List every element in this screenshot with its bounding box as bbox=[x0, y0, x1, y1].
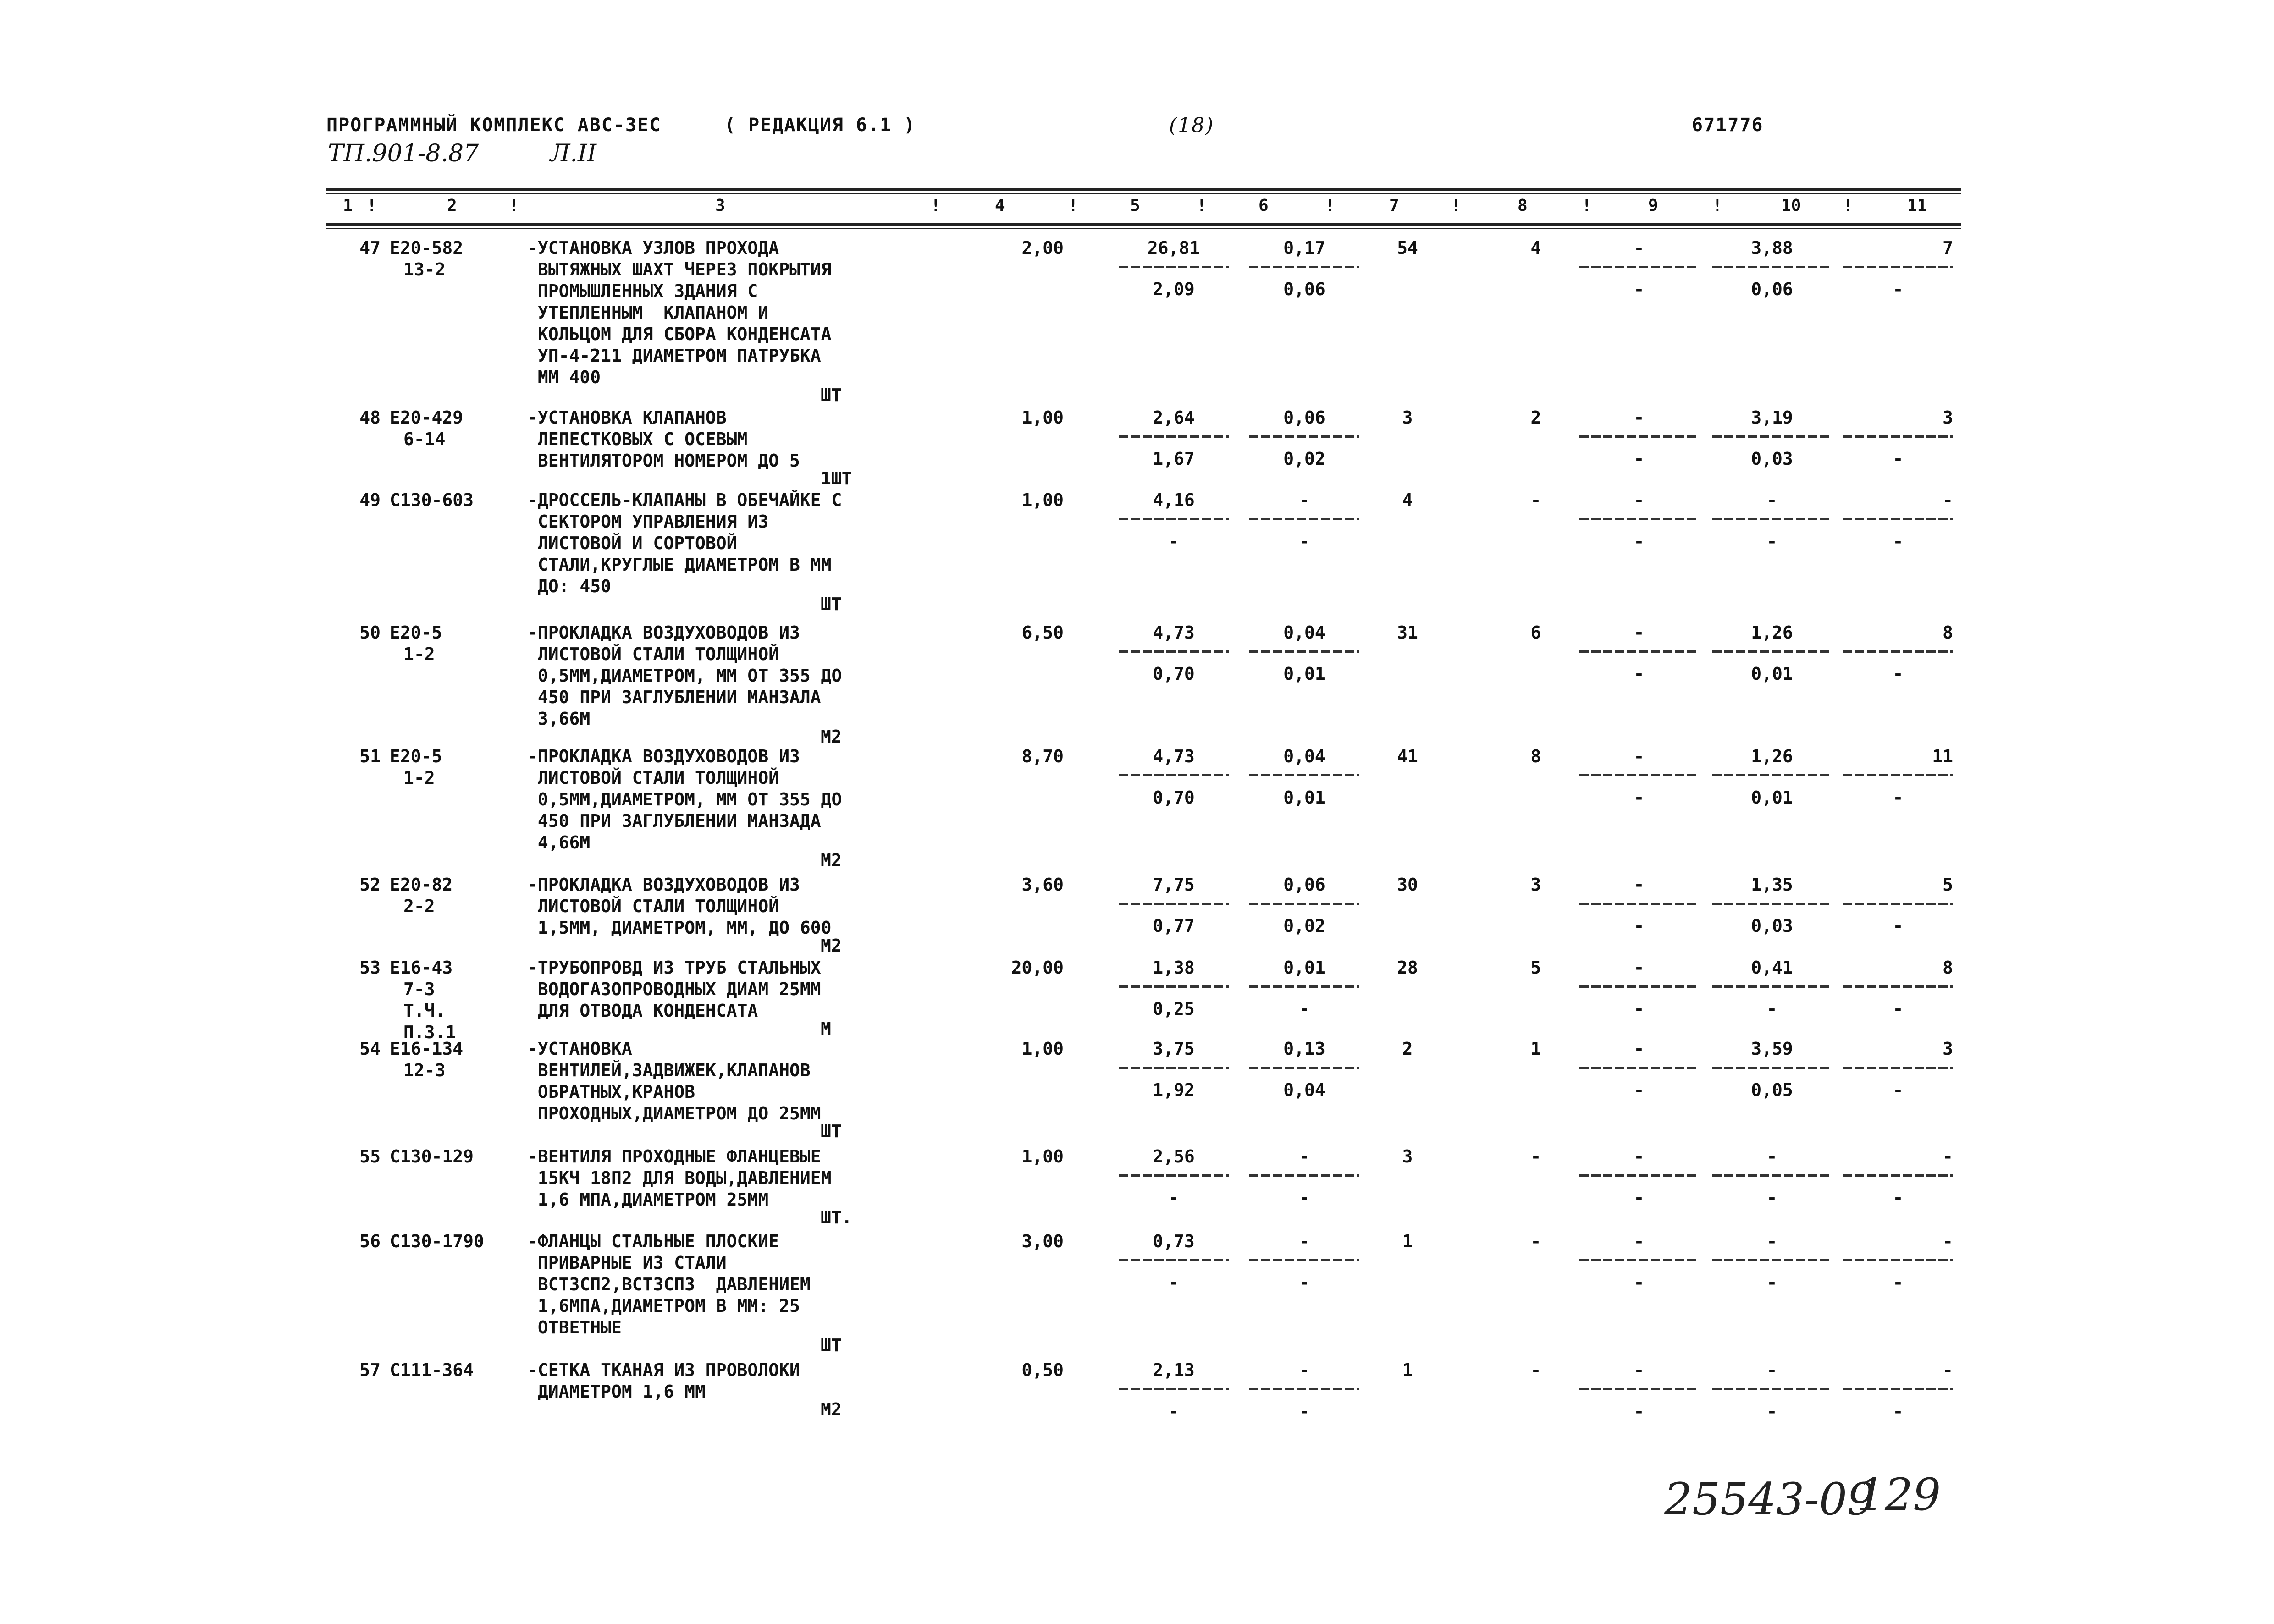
work-description: -ДРОССЕЛЬ-КЛАПАНЫ В ОБЕЧАЙКЕ С СЕКТОРОМ УПРАВЛЕНИЯ ИЗ ЛИСТОВОЙ И СОРТОВОЙ СТАЛИ,КРУГЛЫЕ ДИАМЕТРОМ В ММ ДО: 450 bbox=[527, 490, 842, 596]
machine-wage-cost: 0,02 bbox=[1283, 449, 1325, 469]
wage-cost: 0,77 bbox=[1153, 916, 1195, 936]
norm-subcode: 2-2 bbox=[403, 896, 435, 916]
wage-cost: 1,92 bbox=[1153, 1080, 1195, 1100]
labor-total-bottom: - bbox=[1893, 1401, 1904, 1421]
document-code: 671776 bbox=[1692, 115, 1764, 136]
page-number: 129 bbox=[1857, 1469, 1941, 1520]
cell-divider-c6 bbox=[1249, 985, 1359, 988]
norm-subcode: 7-3 Т.Ч. П.3.1 bbox=[403, 979, 456, 1042]
total-cost: 2,56 bbox=[1153, 1146, 1195, 1167]
total-cost: 0,73 bbox=[1153, 1231, 1195, 1251]
column-separator: ! bbox=[1068, 196, 1078, 215]
cell-divider-c9 bbox=[1579, 1259, 1699, 1261]
quantity: 6,50 bbox=[1021, 622, 1064, 643]
total-sum: 28 bbox=[1397, 958, 1418, 978]
cell-divider-c10 bbox=[1712, 435, 1832, 438]
quantity: 3,60 bbox=[1021, 875, 1064, 895]
labor-total-bottom: - bbox=[1893, 916, 1904, 936]
cell-divider-c11 bbox=[1843, 903, 1953, 905]
volume-handwritten: Л.II bbox=[550, 140, 597, 167]
cell-divider-c9 bbox=[1579, 435, 1699, 438]
total-cost: 7,75 bbox=[1153, 875, 1195, 895]
work-description: -СЕТКА ТКАНАЯ ИЗ ПРОВОЛОКИ ДИАМЕТРОМ 1,6 ММ bbox=[527, 1360, 800, 1402]
cell-divider-c10 bbox=[1712, 774, 1832, 776]
norm-code: С130-1790 bbox=[390, 1231, 484, 1251]
wage-sum: - bbox=[1530, 490, 1541, 510]
column-separator: ! bbox=[509, 196, 519, 215]
labor-total-bottom: - bbox=[1893, 279, 1904, 299]
cell-divider-c11 bbox=[1843, 266, 1953, 268]
total-cost: 3,75 bbox=[1153, 1039, 1195, 1059]
wage-cost: - bbox=[1168, 1188, 1179, 1208]
cell-divider-c10 bbox=[1712, 1174, 1832, 1177]
col9-top: - bbox=[1634, 1039, 1645, 1059]
row-number: 57 bbox=[359, 1360, 381, 1380]
machine-cost: - bbox=[1299, 490, 1310, 510]
column-separator: ! bbox=[1843, 196, 1853, 215]
col9-bottom: - bbox=[1634, 1401, 1645, 1421]
unit-of-measure: М bbox=[821, 1018, 831, 1039]
norm-subcode: 1-2 bbox=[403, 644, 435, 664]
labor-cost: - bbox=[1766, 1146, 1777, 1167]
col9-bottom: - bbox=[1634, 531, 1645, 551]
labor-cost-machinists: 0,03 bbox=[1751, 449, 1793, 469]
machine-wage-cost: - bbox=[1299, 999, 1310, 1019]
row-number: 49 bbox=[359, 490, 381, 510]
wage-sum: 6 bbox=[1530, 622, 1541, 643]
cell-divider-c5 bbox=[1119, 1259, 1229, 1261]
norm-code: С111-364 bbox=[390, 1360, 474, 1380]
unit-of-measure: ШТ bbox=[821, 1121, 842, 1141]
quantity: 1,00 bbox=[1021, 407, 1064, 428]
quantity: 1,00 bbox=[1021, 490, 1064, 510]
cell-divider-c5 bbox=[1119, 435, 1229, 438]
project-code-handwritten: ТП.901-8.87 bbox=[328, 140, 479, 167]
norm-code: Е20-5 bbox=[390, 746, 442, 766]
labor-total: 3 bbox=[1943, 407, 1953, 428]
quantity: 8,70 bbox=[1021, 746, 1064, 766]
cell-divider-c5 bbox=[1119, 985, 1229, 988]
col9-top: - bbox=[1634, 1231, 1645, 1251]
col9-bottom: - bbox=[1634, 787, 1645, 808]
unit-of-measure: М2 bbox=[821, 1399, 842, 1420]
labor-total: 3 bbox=[1943, 1039, 1953, 1059]
unit-of-measure: ШТ bbox=[821, 594, 842, 614]
wage-sum: - bbox=[1530, 1231, 1541, 1251]
machine-cost: - bbox=[1299, 1231, 1310, 1251]
machine-wage-cost: 0,01 bbox=[1283, 664, 1325, 684]
machine-wage-cost: 0,06 bbox=[1283, 279, 1325, 299]
col9-top: - bbox=[1634, 1146, 1645, 1167]
wage-cost: 0,25 bbox=[1153, 999, 1195, 1019]
machine-cost: - bbox=[1299, 1360, 1310, 1380]
labor-cost-machinists: 0,01 bbox=[1751, 664, 1793, 684]
cell-divider-c11 bbox=[1843, 774, 1953, 776]
row-number: 54 bbox=[359, 1039, 381, 1059]
total-sum: 1 bbox=[1402, 1231, 1413, 1251]
column-number-7: 7 bbox=[1389, 196, 1399, 215]
col9-top: - bbox=[1634, 407, 1645, 428]
column-separator: ! bbox=[1712, 196, 1722, 215]
labor-total-bottom: - bbox=[1893, 787, 1904, 808]
labor-cost-machinists: 0,03 bbox=[1751, 916, 1793, 936]
wage-sum: - bbox=[1530, 1146, 1541, 1167]
cell-divider-c11 bbox=[1843, 985, 1953, 988]
wage-sum: 2 bbox=[1530, 407, 1541, 428]
column-separator: ! bbox=[1325, 196, 1335, 215]
row-number: 51 bbox=[359, 746, 381, 766]
labor-cost: 3,88 bbox=[1751, 238, 1793, 258]
cell-divider-c9 bbox=[1579, 266, 1699, 268]
column-separator: ! bbox=[1451, 196, 1461, 215]
norm-code: Е16-134 bbox=[390, 1039, 464, 1059]
col9-bottom: - bbox=[1634, 1080, 1645, 1100]
col9-bottom: - bbox=[1634, 916, 1645, 936]
norm-code: Е20-5 bbox=[390, 622, 442, 643]
norm-code: Е20-429 bbox=[390, 407, 464, 428]
cell-divider-c9 bbox=[1579, 518, 1699, 520]
cell-divider-c10 bbox=[1712, 903, 1832, 905]
cell-divider-c5 bbox=[1119, 903, 1229, 905]
column-number-4: 4 bbox=[995, 196, 1005, 215]
labor-total: 8 bbox=[1943, 958, 1953, 978]
column-number-9: 9 bbox=[1648, 196, 1658, 215]
wage-cost: - bbox=[1168, 1401, 1179, 1421]
labor-cost-machinists: - bbox=[1766, 1188, 1777, 1208]
cell-divider-c11 bbox=[1843, 435, 1953, 438]
labor-cost-machinists: - bbox=[1766, 999, 1777, 1019]
total-sum: 4 bbox=[1402, 490, 1413, 510]
labor-cost: - bbox=[1766, 1231, 1777, 1251]
wage-cost: - bbox=[1168, 531, 1179, 551]
wage-cost: - bbox=[1168, 1272, 1179, 1293]
cell-divider-c11 bbox=[1843, 1174, 1953, 1177]
cell-divider-c10 bbox=[1712, 1067, 1832, 1069]
cell-divider-c5 bbox=[1119, 774, 1229, 776]
cell-divider-c10 bbox=[1712, 1259, 1832, 1261]
cell-divider-c6 bbox=[1249, 435, 1359, 438]
cell-divider-c10 bbox=[1712, 1388, 1832, 1390]
unit-of-measure: ШТ. bbox=[821, 1207, 852, 1228]
unit-of-measure: 1ШТ bbox=[821, 468, 852, 489]
total-sum: 1 bbox=[1402, 1360, 1413, 1380]
unit-of-measure: М2 bbox=[821, 850, 842, 870]
wage-sum: 5 bbox=[1530, 958, 1541, 978]
labor-cost: 3,59 bbox=[1751, 1039, 1793, 1059]
table-top-rule-2 bbox=[326, 193, 1961, 194]
unit-of-measure: ШТ bbox=[821, 1335, 842, 1355]
norm-code: С130-603 bbox=[390, 490, 474, 510]
col9-top: - bbox=[1634, 958, 1645, 978]
norm-subcode: 13-2 bbox=[403, 259, 446, 280]
wage-sum: 4 bbox=[1530, 238, 1541, 258]
cell-divider-c11 bbox=[1843, 1259, 1953, 1261]
norm-code: Е20-582 bbox=[390, 238, 464, 258]
labor-total: 7 bbox=[1943, 238, 1953, 258]
cell-divider-c11 bbox=[1843, 518, 1953, 520]
wage-sum: - bbox=[1530, 1360, 1541, 1380]
wage-cost: 0,70 bbox=[1153, 664, 1195, 684]
labor-total: - bbox=[1943, 490, 1953, 510]
work-description: -ПРОКЛАДКА ВОЗДУХОВОДОВ ИЗ ЛИСТОВОЙ СТАЛИ ТОЛЩИНОЙ 0,5ММ,ДИАМЕТРОМ, ММ ОТ 355 ДО 450 ПРИ ЗАГЛУБЛЕНИИ МАНЗАДА 4,66М bbox=[527, 746, 842, 853]
total-cost: 2,64 bbox=[1153, 407, 1195, 428]
machine-cost: - bbox=[1299, 1146, 1310, 1167]
norm-subcode: 6-14 bbox=[403, 429, 446, 449]
labor-total: - bbox=[1943, 1231, 1953, 1251]
machine-cost: 0,06 bbox=[1283, 875, 1325, 895]
norm-code: Е20-82 bbox=[390, 875, 453, 895]
machine-wage-cost: - bbox=[1299, 1272, 1310, 1293]
quantity: 20,00 bbox=[1011, 958, 1064, 978]
cell-divider-c10 bbox=[1712, 266, 1832, 268]
cell-divider-c6 bbox=[1249, 903, 1359, 905]
machine-cost: 0,06 bbox=[1283, 407, 1325, 428]
labor-total-bottom: - bbox=[1893, 999, 1904, 1019]
machine-wage-cost: - bbox=[1299, 1401, 1310, 1421]
cell-divider-c6 bbox=[1249, 1174, 1359, 1177]
cell-divider-c11 bbox=[1843, 1388, 1953, 1390]
cell-divider-c6 bbox=[1249, 774, 1359, 776]
norm-code: Е16-43 bbox=[390, 958, 453, 978]
cell-divider-c5 bbox=[1119, 650, 1229, 653]
total-cost: 4,73 bbox=[1153, 746, 1195, 766]
labor-total-bottom: - bbox=[1893, 1080, 1904, 1100]
col9-bottom: - bbox=[1634, 279, 1645, 299]
total-sum: 2 bbox=[1402, 1039, 1413, 1059]
header-bottom-rule bbox=[326, 223, 1961, 226]
machine-cost: 0,04 bbox=[1283, 746, 1325, 766]
column-number-2: 2 bbox=[447, 196, 457, 215]
labor-cost-machinists: 0,05 bbox=[1751, 1080, 1793, 1100]
cell-divider-c10 bbox=[1712, 650, 1832, 653]
cell-divider-c6 bbox=[1249, 1259, 1359, 1261]
quantity: 1,00 bbox=[1021, 1039, 1064, 1059]
col9-top: - bbox=[1634, 490, 1645, 510]
labor-cost: - bbox=[1766, 1360, 1777, 1380]
col9-top: - bbox=[1634, 1360, 1645, 1380]
machine-cost: 0,01 bbox=[1283, 958, 1325, 978]
column-number-8: 8 bbox=[1518, 196, 1528, 215]
total-sum: 30 bbox=[1397, 875, 1418, 895]
cell-divider-c11 bbox=[1843, 650, 1953, 653]
machine-wage-cost: 0,01 bbox=[1283, 787, 1325, 808]
cell-divider-c9 bbox=[1579, 1388, 1699, 1390]
total-cost: 4,16 bbox=[1153, 490, 1195, 510]
column-separator: ! bbox=[1197, 196, 1207, 215]
work-description: -ФЛАНЦЫ СТАЛЬНЫЕ ПЛОСКИЕ ПРИВАРНЫЕ ИЗ СТАЛИ ВСТ3СП2,ВСТ3СП3 ДАВЛЕНИЕМ 1,6МПА,ДИАМЕТРОМ В ММ: 25 ОТВЕТНЫЕ bbox=[527, 1231, 811, 1338]
col9-top: - bbox=[1634, 622, 1645, 643]
unit-of-measure: М2 bbox=[821, 727, 842, 747]
norm-subcode: 1-2 bbox=[403, 768, 435, 788]
cell-divider-c5 bbox=[1119, 518, 1229, 520]
labor-cost: - bbox=[1766, 490, 1777, 510]
total-cost: 1,38 bbox=[1153, 958, 1195, 978]
col9-top: - bbox=[1634, 746, 1645, 766]
table-top-rule bbox=[326, 188, 1961, 191]
column-separator: ! bbox=[931, 196, 941, 215]
labor-total-bottom: - bbox=[1893, 531, 1904, 551]
cell-divider-c6 bbox=[1249, 266, 1359, 268]
labor-total: 5 bbox=[1943, 875, 1953, 895]
unit-of-measure: ШТ bbox=[821, 385, 842, 405]
row-number: 50 bbox=[359, 622, 381, 643]
work-description: -ТРУБОПРОВД ИЗ ТРУБ СТАЛЬНЫХ ВОДОГАЗОПРОВОДНЫХ ДИАМ 25ММ ДЛЯ ОТВОДА КОНДЕНСАТА bbox=[527, 958, 821, 1021]
machine-cost: 0,04 bbox=[1283, 622, 1325, 643]
work-description: -УСТАНОВКА КЛАПАНОВ ЛЕПЕСТКОВЫХ С ОСЕВЫМ ВЕНТИЛЯТОРОМ НОМЕРОМ ДО 5 bbox=[527, 407, 800, 471]
quantity: 0,50 bbox=[1021, 1360, 1064, 1380]
labor-cost: 1,26 bbox=[1751, 622, 1793, 643]
cell-divider-c5 bbox=[1119, 1067, 1229, 1069]
row-number: 48 bbox=[359, 407, 381, 428]
wage-cost: 1,67 bbox=[1153, 449, 1195, 469]
row-number: 56 bbox=[359, 1231, 381, 1251]
col9-bottom: - bbox=[1634, 1272, 1645, 1293]
wage-sum: 8 bbox=[1530, 746, 1541, 766]
col9-bottom: - bbox=[1634, 999, 1645, 1019]
total-cost: 26,81 bbox=[1147, 238, 1200, 258]
labor-cost-machinists: - bbox=[1766, 531, 1777, 551]
column-number-3: 3 bbox=[715, 196, 725, 215]
labor-cost: 1,35 bbox=[1751, 875, 1793, 895]
cell-divider-c10 bbox=[1712, 518, 1832, 520]
total-cost: 4,73 bbox=[1153, 622, 1195, 643]
norm-code: С130-129 bbox=[390, 1146, 474, 1167]
column-separator: ! bbox=[367, 196, 377, 215]
wage-sum: 1 bbox=[1530, 1039, 1541, 1059]
column-number-5: 5 bbox=[1130, 196, 1140, 215]
cell-divider-c5 bbox=[1119, 1388, 1229, 1390]
cell-divider-c9 bbox=[1579, 774, 1699, 776]
cell-divider-c9 bbox=[1579, 903, 1699, 905]
labor-cost: 0,41 bbox=[1751, 958, 1793, 978]
col9-bottom: - bbox=[1634, 664, 1645, 684]
labor-total-bottom: - bbox=[1893, 449, 1904, 469]
labor-cost: 1,26 bbox=[1751, 746, 1793, 766]
wage-sum: 3 bbox=[1530, 875, 1541, 895]
column-number-10: 10 bbox=[1781, 196, 1801, 215]
total-sum: 54 bbox=[1397, 238, 1418, 258]
work-description: -ВЕНТИЛЯ ПРОХОДНЫЕ ФЛАНЦЕВЫЕ 15КЧ 18П2 ДЛЯ ВОДЫ,ДАВЛЕНИЕМ 1,6 МПА,ДИАМЕТРОМ 25ММ bbox=[527, 1146, 832, 1210]
page-mark: (18) bbox=[1169, 114, 1214, 137]
cell-divider-c9 bbox=[1579, 985, 1699, 988]
labor-cost: 3,19 bbox=[1751, 407, 1793, 428]
total-sum: 3 bbox=[1402, 407, 1413, 428]
column-number-6: 6 bbox=[1258, 196, 1269, 215]
col9-top: - bbox=[1634, 875, 1645, 895]
machine-wage-cost: - bbox=[1299, 531, 1310, 551]
cell-divider-c5 bbox=[1119, 266, 1229, 268]
row-number: 55 bbox=[359, 1146, 381, 1167]
edition-label: ( РЕДАКЦИЯ 6.1 ) bbox=[724, 115, 916, 136]
labor-total: - bbox=[1943, 1360, 1953, 1380]
machine-wage-cost: 0,02 bbox=[1283, 916, 1325, 936]
total-sum: 31 bbox=[1397, 622, 1418, 643]
labor-total: - bbox=[1943, 1146, 1953, 1167]
labor-total-bottom: - bbox=[1893, 1188, 1904, 1208]
column-number-11: 11 bbox=[1907, 196, 1927, 215]
machine-wage-cost: - bbox=[1299, 1188, 1310, 1208]
labor-total-bottom: - bbox=[1893, 1272, 1904, 1293]
cell-divider-c6 bbox=[1249, 1388, 1359, 1390]
header-bottom-rule-2 bbox=[326, 228, 1961, 229]
wage-cost: 0,70 bbox=[1153, 787, 1195, 808]
column-separator: ! bbox=[1582, 196, 1592, 215]
total-sum: 3 bbox=[1402, 1146, 1413, 1167]
unit-of-measure: М2 bbox=[821, 936, 842, 956]
quantity: 1,00 bbox=[1021, 1146, 1064, 1167]
total-sum: 41 bbox=[1397, 746, 1418, 766]
norm-subcode: 12-3 bbox=[403, 1060, 446, 1080]
total-cost: 2,13 bbox=[1153, 1360, 1195, 1380]
row-number: 53 bbox=[359, 958, 381, 978]
labor-total-bottom: - bbox=[1893, 664, 1904, 684]
labor-total: 8 bbox=[1943, 622, 1953, 643]
archive-stamp-number: 25543-09 bbox=[1664, 1474, 1875, 1525]
cell-divider-c10 bbox=[1712, 985, 1832, 988]
work-description: -УСТАНОВКА УЗЛОВ ПРОХОДА ВЫТЯЖНЫХ ШАХТ ЧЕРЕЗ ПОКРЫТИЯ ПРОМЫШЛЕННЫХ ЗДАНИЯ С УТЕПЛЕННЫМ КЛАПАНОМ И КОЛЬЦОМ ДЛЯ СБОРА КОНДЕНСАТА УП-4-211 ДИАМЕТРОМ ПАТРУБКА ММ 400 bbox=[527, 238, 832, 387]
row-number: 47 bbox=[359, 238, 381, 258]
column-number-1: 1 bbox=[343, 196, 353, 215]
work-description: -УСТАНОВКА ВЕНТИЛЕЙ,ЗАДВИЖЕК,КЛАПАНОВ ОБРАТНЫХ,КРАНОВ ПРОХОДНЫХ,ДИАМЕТРОМ ДО 25ММ bbox=[527, 1039, 821, 1123]
col9-bottom: - bbox=[1634, 1188, 1645, 1208]
quantity: 3,00 bbox=[1021, 1231, 1064, 1251]
cell-divider-c6 bbox=[1249, 650, 1359, 653]
labor-total: 11 bbox=[1932, 746, 1953, 766]
program-name: ПРОГРАММНЫЙ КОМПЛЕКС АВС-ЗЕС bbox=[326, 115, 662, 136]
row-number: 52 bbox=[359, 875, 381, 895]
labor-cost-machinists: - bbox=[1766, 1272, 1777, 1293]
cell-divider-c6 bbox=[1249, 518, 1359, 520]
cell-divider-c9 bbox=[1579, 1067, 1699, 1069]
labor-cost-machinists: 0,06 bbox=[1751, 279, 1793, 299]
machine-wage-cost: 0,04 bbox=[1283, 1080, 1325, 1100]
labor-cost-machinists: 0,01 bbox=[1751, 787, 1793, 808]
labor-cost-machinists: - bbox=[1766, 1401, 1777, 1421]
cell-divider-c5 bbox=[1119, 1174, 1229, 1177]
work-description: -ПРОКЛАДКА ВОЗДУХОВОДОВ ИЗ ЛИСТОВОЙ СТАЛИ ТОЛЩИНОЙ 0,5ММ,ДИАМЕТРОМ, ММ ОТ 355 ДО 450 ПРИ ЗАГЛУБЛЕНИИ МАНЗАЛА 3,66М bbox=[527, 622, 842, 729]
wage-cost: 2,09 bbox=[1153, 279, 1195, 299]
machine-cost: 0,17 bbox=[1283, 238, 1325, 258]
machine-cost: 0,13 bbox=[1283, 1039, 1325, 1059]
cell-divider-c9 bbox=[1579, 1174, 1699, 1177]
quantity: 2,00 bbox=[1021, 238, 1064, 258]
col9-top: - bbox=[1634, 238, 1645, 258]
col9-bottom: - bbox=[1634, 449, 1645, 469]
cell-divider-c6 bbox=[1249, 1067, 1359, 1069]
work-description: -ПРОКЛАДКА ВОЗДУХОВОДОВ ИЗ ЛИСТОВОЙ СТАЛИ ТОЛЩИНОЙ 1,5ММ, ДИАМЕТРОМ, ММ, ДО 600 bbox=[527, 875, 832, 938]
cell-divider-c11 bbox=[1843, 1067, 1953, 1069]
cell-divider-c9 bbox=[1579, 650, 1699, 653]
